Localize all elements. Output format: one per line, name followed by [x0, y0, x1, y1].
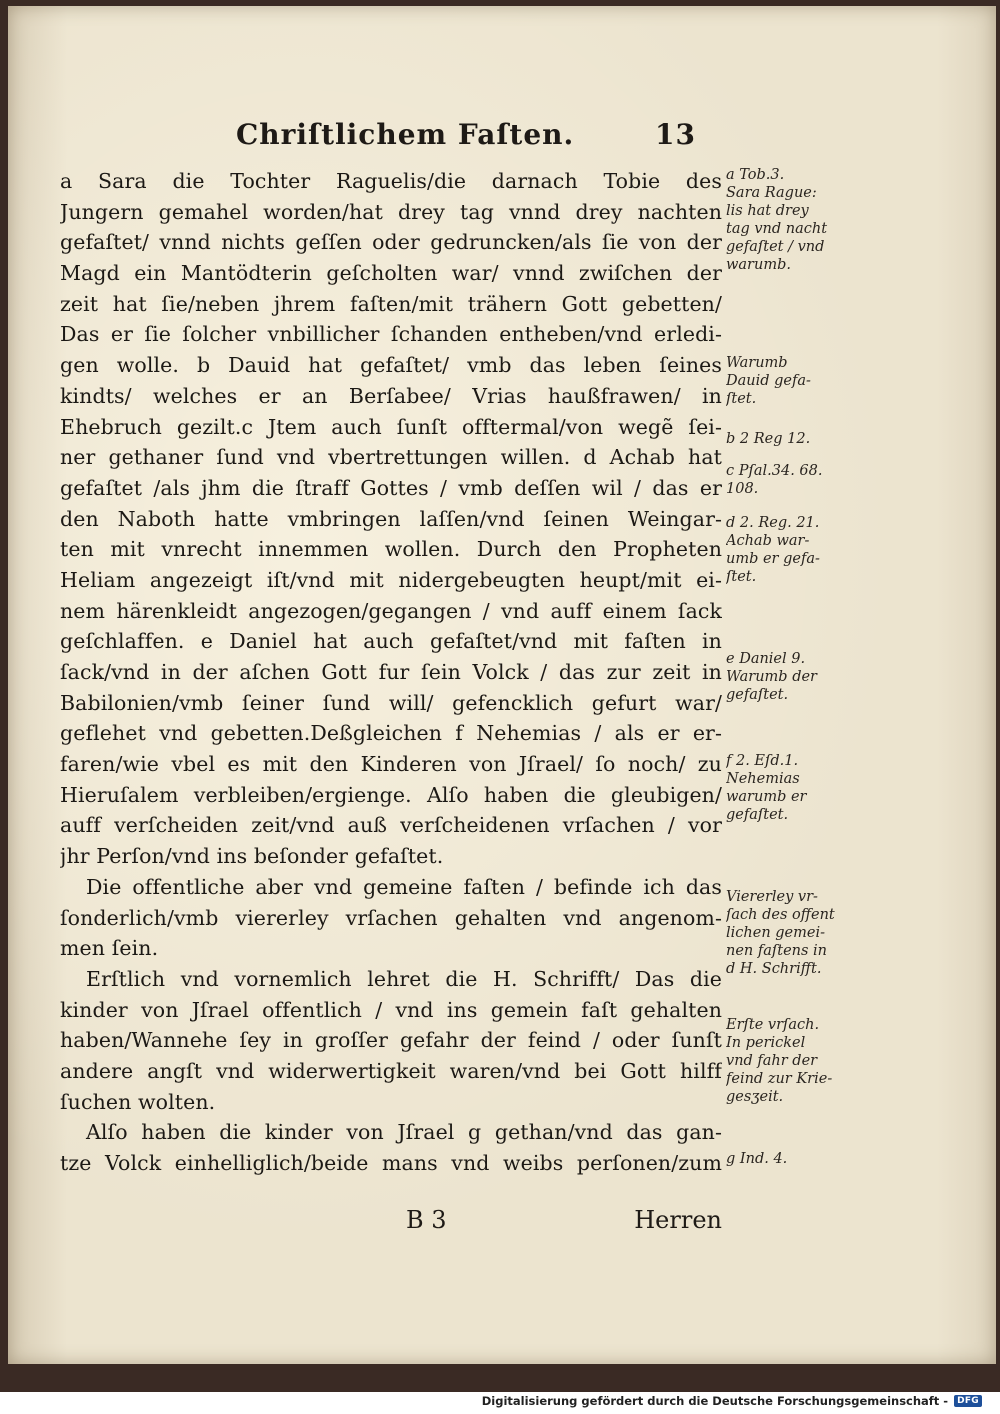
text-line: a Sara die Tochter Raguelis/die darnach Tobie des — [60, 169, 722, 193]
text-line: den Naboth hatte vmbringen laſſen/vnd ſeinen Weingar- — [60, 506, 722, 531]
margin-note-line: g Ind. 4. — [726, 1151, 788, 1167]
text-line: nem härenkleidt angezogen/gegangen / vnd auff einem ſack — [60, 598, 722, 623]
digitization-credit — [482, 1394, 982, 1408]
text-line: kindts/ welches er an Berſabee/ Vrias haußfrawen/ in — [60, 383, 722, 408]
margin-note-line: gefaſtet. — [726, 687, 789, 703]
text-line: geſchlaffen. e Daniel hat auch gefaſtet/vnd mit faſten in — [60, 629, 722, 654]
margin-note-line: In perickel — [726, 1035, 806, 1051]
text-line: ſack/vnd in der aſchen Gott fur ſein Volck / das zur zeit in — [60, 660, 722, 684]
margin-note-line: gefaſtet / vnd — [726, 239, 825, 255]
text-line: Erſtlich vnd vornemlich lehret die H. Schrifft/ Das die — [86, 966, 722, 991]
margin-note-line: ſtet. — [726, 391, 757, 407]
margin-note-line: lichen gemei- — [726, 925, 825, 941]
margin-note-line: c Pſal.34. 68. — [726, 463, 823, 479]
text-line: Alſo haben die kinder von Jſrael g gethan/vnd das gan- — [86, 1120, 722, 1145]
margin-note — [726, 514, 872, 586]
text-line: Das er ſie ſolcher vnbillicher ſchanden entheben/vnd erledi- — [60, 322, 722, 347]
margin-note-line: ſach des offent — [726, 907, 835, 923]
margin-note — [726, 430, 872, 448]
signature-mark: B 3 — [406, 1206, 447, 1234]
text-line: andere angſt vnd widerwertigkeit waren/vnd bei Gott hilff — [60, 1058, 722, 1083]
margin-note-line: lis hat drey — [726, 203, 809, 219]
main-text-block — [60, 166, 722, 1179]
running-head-title: Chriſtlichem Faſten. — [236, 118, 575, 151]
margin-note-line: Erſte vrſach. — [726, 1017, 820, 1033]
text-line: ſonderlich/vmb viererley vrſachen gehalten vnd angenom- — [60, 905, 722, 930]
margin-note-line: Nehemias — [726, 771, 800, 787]
text-line: Babilonien/vmb ſeiner ſund will/ gefencklich gefurt war/ — [60, 690, 722, 715]
running-head — [236, 118, 696, 151]
text-line: Heliam angezeigt iſt/vnd mit nidergebeugten heupt/mit ei- — [60, 567, 722, 592]
margin-note — [726, 1150, 872, 1168]
text-line: Jungern gemahel worden/hat drey tag vnnd drey nachten — [60, 199, 722, 224]
margin-note-line: ſtet. — [726, 569, 757, 585]
text-line: jhr Perſon/vnd ins beſonder gefaſtet. — [60, 844, 444, 869]
margin-note — [726, 752, 872, 824]
book-page — [8, 6, 996, 1364]
margin-note — [726, 1016, 872, 1106]
text-line: geflehet vnd gebetten.Deßgleichen f Nehemias / als er er- — [60, 721, 722, 746]
margin-note-line: b 2 Reg 12. — [726, 431, 811, 447]
page-number: 13 — [655, 118, 696, 151]
margin-note-line: Dauid gefa- — [726, 373, 811, 389]
margin-note-line: Sara Rague: — [726, 185, 817, 201]
text-line: Magd ein Mantödterin geſcholten war/ vnnd zwiſchen der — [60, 261, 722, 286]
margin-note-line: Warumb — [726, 355, 788, 371]
margin-note-line: gefaſtet. — [726, 807, 789, 823]
text-line: tze Volck einhelliglich/beide mans vnd weibs perſonen/zum — [60, 1151, 722, 1175]
margin-note-line: d H. Schrifft. — [726, 961, 822, 977]
dfg-logo-icon: DFG — [954, 1395, 982, 1407]
margin-note-line: umb er gefa- — [726, 551, 820, 567]
text-line: gefaſtet/ vnnd nichts geſſen oder gedruncken/als ſie von der — [60, 230, 722, 255]
margin-note-line: Viererley vr- — [726, 889, 818, 905]
margin-note — [726, 166, 872, 274]
text-line: gen wolle. b Dauid hat gefaſtet/ vmb das leben ſeines — [60, 353, 722, 378]
text-line: Die offentliche aber vnd gemeine faſten / befinde ich das — [86, 874, 722, 899]
margin-note-line: nen faſtens in — [726, 943, 828, 959]
text-line: auff verſcheiden zeit/vnd auß verſcheidenen vrſachen / vor — [60, 813, 722, 838]
margin-note-line: f 2. Eſd.1. — [726, 753, 799, 769]
margin-note — [726, 650, 872, 704]
margin-note — [726, 888, 872, 978]
margin-note-line: warumb er — [726, 789, 807, 805]
page-foot — [60, 1206, 722, 1242]
margin-note-line: tag vnd nacht — [726, 221, 828, 237]
text-line: men ſein. — [60, 936, 159, 961]
margin-note-line: vnd fahr der — [726, 1053, 818, 1069]
margin-note-line: warumb. — [726, 257, 791, 273]
credit-text: Digitalisierung gefördert durch die Deutsche Forschungsgemeinschaft - — [481, 1394, 949, 1408]
margin-note-line: d 2. Reg. 21. — [726, 515, 820, 531]
text-line: ten mit vnrecht innemmen wollen. Durch den Propheten — [60, 537, 722, 562]
margin-note-line: 108. — [726, 481, 759, 497]
text-line: haben/Wannehe ſey in groſſer gefahr der feind / oder ſunſt — [60, 1028, 722, 1053]
margin-note-line: a Tob.3. — [726, 167, 785, 183]
text-line: zeit hat ſie/neben jhrem faſten/mit trähern Gott gebetten/ — [60, 291, 722, 316]
margin-note-line: Achab war- — [726, 533, 810, 549]
text-line: kinder von Jſrael offentlich / vnd ins gemein faſt gehalten — [60, 997, 722, 1022]
margin-note-line: gesʒeit. — [726, 1089, 784, 1105]
margin-note-line: feind zur Krie- — [726, 1071, 833, 1087]
text-line: ſuchen wolten. — [60, 1089, 216, 1114]
margin-note — [726, 354, 872, 408]
text-line: ner gethaner ſund vnd vbertrettungen willen. d Achab hat — [60, 445, 722, 470]
catchword: Herren — [634, 1206, 722, 1234]
text-line: faren/wie vbel es mit den Kinderen von Jſrael/ ſo noch/ zu — [60, 752, 722, 777]
margin-note — [726, 462, 872, 498]
margin-note-line: Warumb der — [726, 669, 817, 685]
text-line: gefaſtet /als jhm die ſtraff Gottes / vmb deſſen wil / das er — [60, 475, 722, 500]
text-line: Hieruſalem verbleiben/ergienge. Alſo haben die gleubigen/ — [60, 782, 722, 807]
text-line: Ehebruch gezilt.c Jtem auch ſunſt offtermal/von wegẽ ſei- — [60, 414, 722, 439]
margin-note-line: e Daniel 9. — [726, 651, 806, 667]
